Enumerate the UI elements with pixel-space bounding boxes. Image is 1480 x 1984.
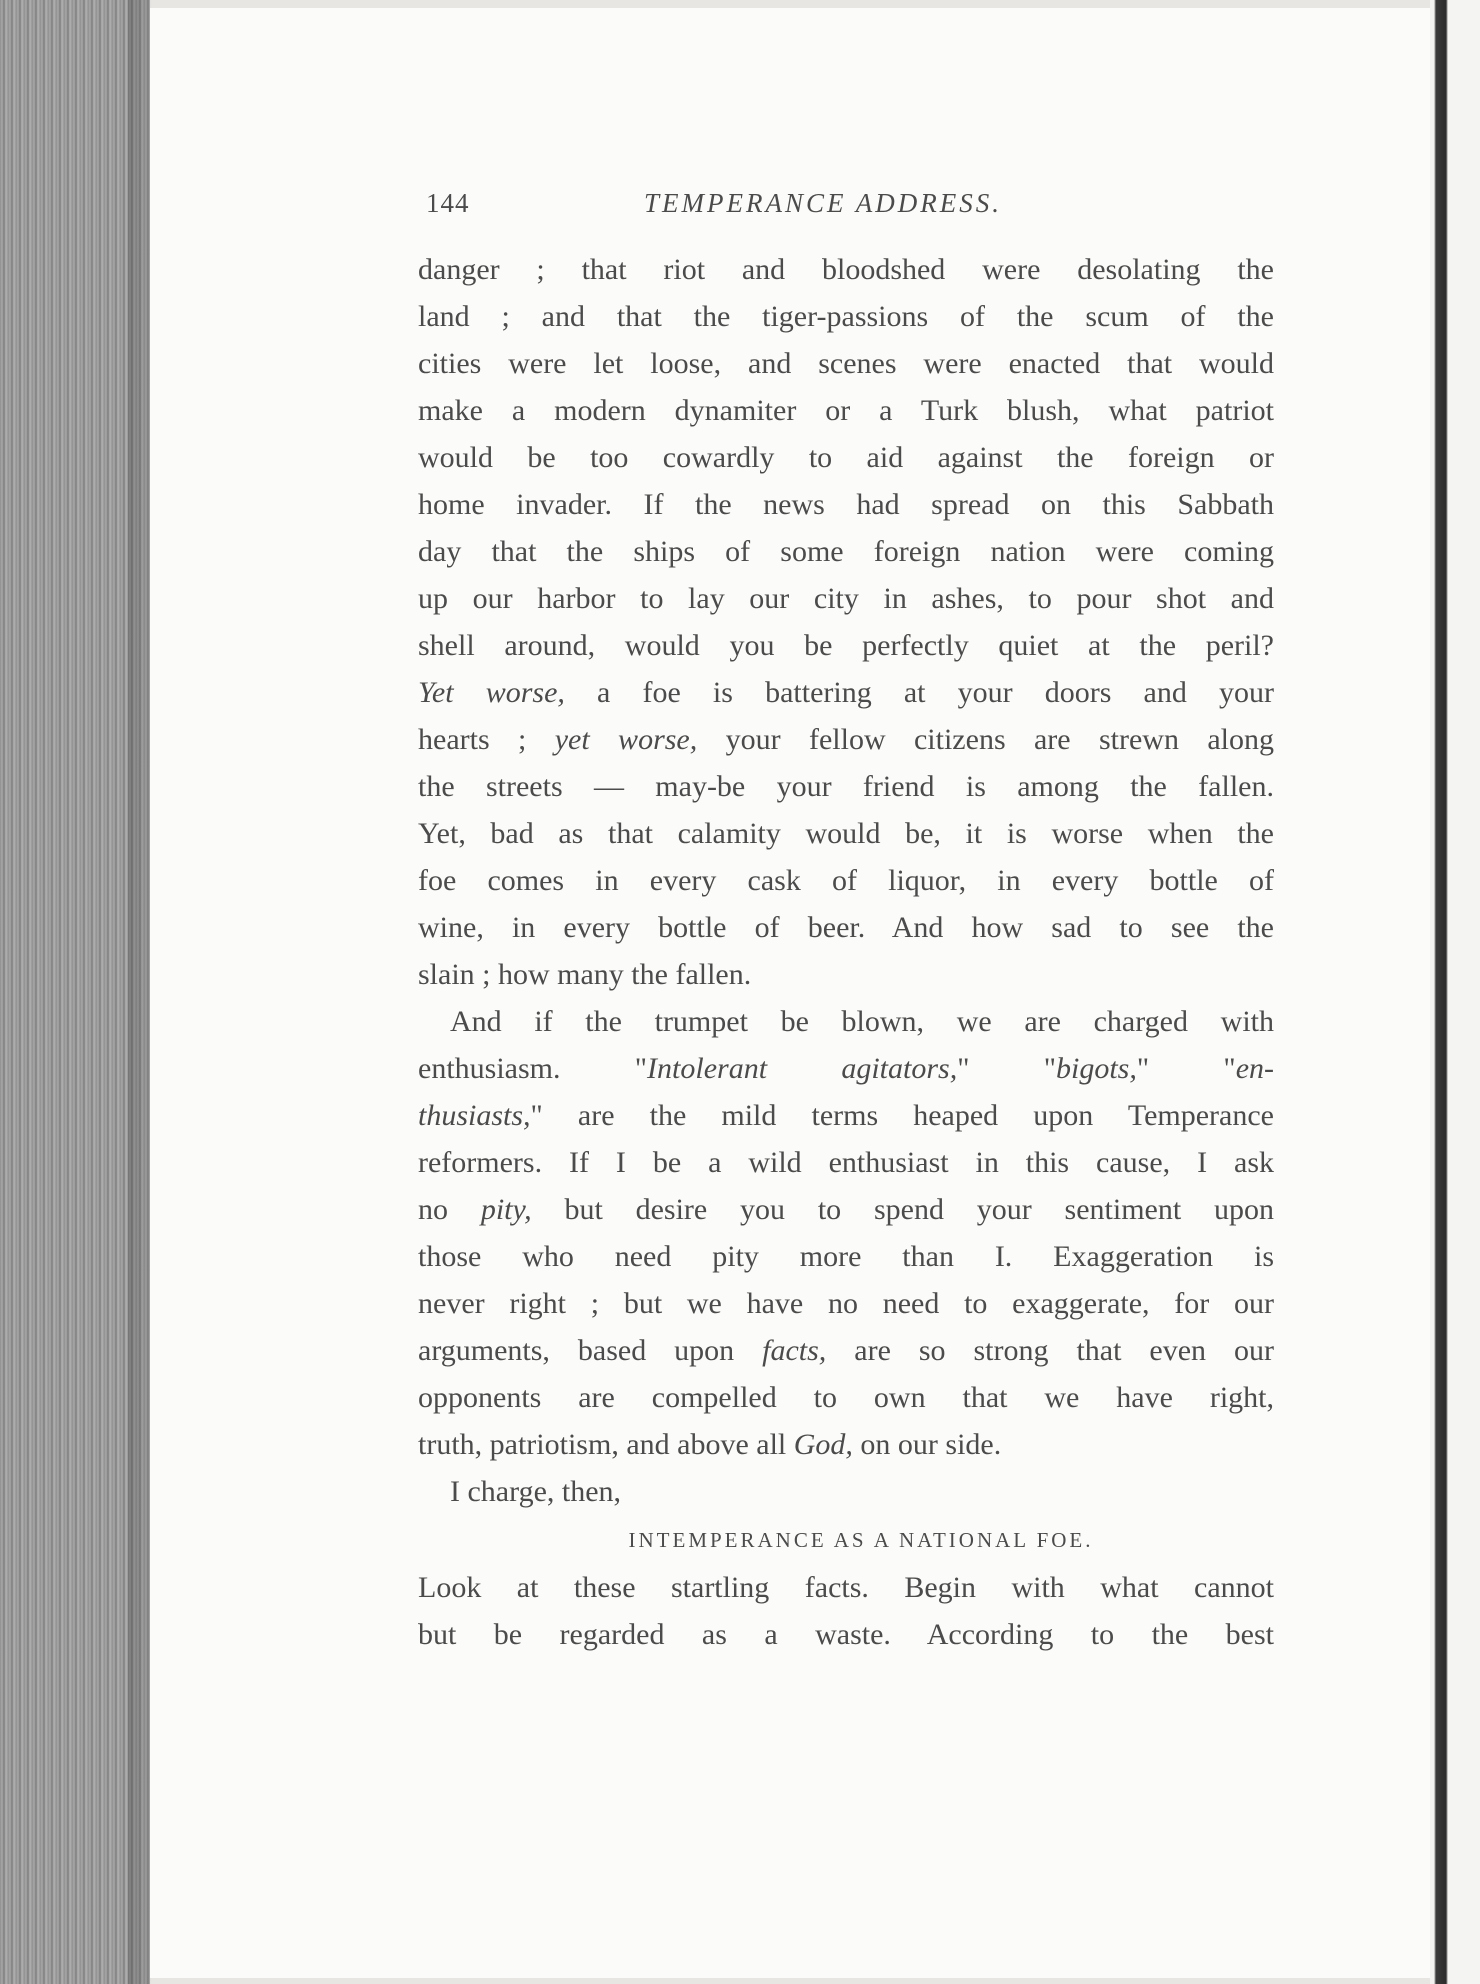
- body-text: [418, 246, 1274, 1658]
- text-line: Look at these startling facts. Begin with what cannot: [418, 1571, 1274, 1604]
- page-text: [418, 178, 1274, 1658]
- text-line: never right ; but we have no need to exaggerate, for our: [418, 1287, 1274, 1320]
- text-span: " are the mild terms heaped upon Temperance: [530, 1099, 1274, 1132]
- text-line: [418, 1045, 1274, 1092]
- right-page-border: [1430, 0, 1480, 1984]
- text-line: opponents are compelled to own that we have right,: [418, 1381, 1274, 1414]
- italic-phrase: en-: [1235, 1052, 1274, 1085]
- italic-phrase: bigots,: [1056, 1052, 1137, 1085]
- italic-phrase: pity,: [480, 1193, 532, 1226]
- text-line: up our harbor to lay our city in ashes, to pour shot and: [418, 582, 1274, 615]
- text-line: [418, 716, 1274, 763]
- italic-phrase: Intolerant agitators,: [647, 1052, 958, 1085]
- running-head: [418, 178, 1274, 222]
- italic-phrase: Yet worse,: [418, 676, 565, 709]
- text-line: foe comes in every cask of liquor, in every bottle of: [418, 864, 1274, 897]
- text-span: your fellow citizens are strewn along: [697, 723, 1274, 756]
- text-line: reformers. If I be a wild enthusiast in this cause, I ask: [418, 1146, 1274, 1179]
- text-line: Yet, bad as that calamity would be, it is worse when the: [418, 817, 1274, 850]
- italic-phrase: yet worse,: [554, 723, 698, 756]
- text-line: land ; and that the tiger-passions of the scum of the: [418, 300, 1274, 333]
- text-line: I charge, then,: [450, 1475, 622, 1508]
- italic-phrase: facts,: [762, 1334, 827, 1367]
- text-line: shell around, would you be perfectly quiet at the peril?: [418, 629, 1274, 662]
- text-line: [418, 1327, 1274, 1374]
- text-span: " ": [1136, 1052, 1236, 1085]
- text-line: [418, 669, 1274, 716]
- text-line: [418, 1421, 1274, 1468]
- text-line: day that the ships of some foreign nation were coming: [418, 535, 1274, 568]
- text-span: no: [418, 1193, 481, 1226]
- text-line: [418, 1092, 1274, 1139]
- text-span: but desire you to spend your sentiment upon: [531, 1193, 1274, 1226]
- text-span: enthusiasm. ": [418, 1052, 648, 1085]
- text-span: truth, patriotism, and above all: [418, 1428, 794, 1461]
- text-line: cities were let loose, and scenes were enacted that would: [418, 347, 1274, 380]
- page-edge-shadow: [128, 0, 152, 1984]
- text-span: hearts ;: [418, 723, 555, 756]
- italic-phrase: thusiasts,: [418, 1099, 531, 1132]
- text-span: are so strong that even our: [826, 1334, 1275, 1367]
- text-span: on our side.: [852, 1428, 1002, 1461]
- text-line: wine, in every bottle of beer. And how sad to see the: [418, 911, 1274, 944]
- text-span: arguments, based upon: [418, 1334, 763, 1367]
- italic-phrase: God,: [793, 1428, 853, 1461]
- running-title: TEMPERANCE ADDRESS.: [644, 188, 1002, 218]
- text-line: would be too cowardly to aid against the foreign or: [418, 441, 1274, 474]
- text-line: make a modern dynamiter or a Turk blush, what patriot: [418, 394, 1274, 427]
- text-line: but be regarded as a waste. According to the best: [418, 1618, 1274, 1651]
- page-number: 144: [426, 188, 470, 218]
- text-line: slain ; how many the fallen.: [418, 958, 752, 991]
- text-span: " ": [957, 1052, 1057, 1085]
- text-line: danger ; that riot and bloodshed were desolating the: [418, 253, 1274, 286]
- text-span: a foe is battering at your doors and your: [564, 676, 1274, 709]
- text-line: the streets — may-be your friend is among the fallen.: [418, 770, 1274, 803]
- section-heading: INTEMPERANCE AS A NATIONAL FOE.: [628, 1528, 1094, 1552]
- text-line: And if the trumpet be blown, we are charged with: [450, 1005, 1274, 1038]
- text-line: those who need pity more than I. Exaggeration is: [418, 1240, 1274, 1273]
- text-line: home invader. If the news had spread on this Sabbath: [418, 488, 1274, 521]
- text-line: [418, 1186, 1274, 1233]
